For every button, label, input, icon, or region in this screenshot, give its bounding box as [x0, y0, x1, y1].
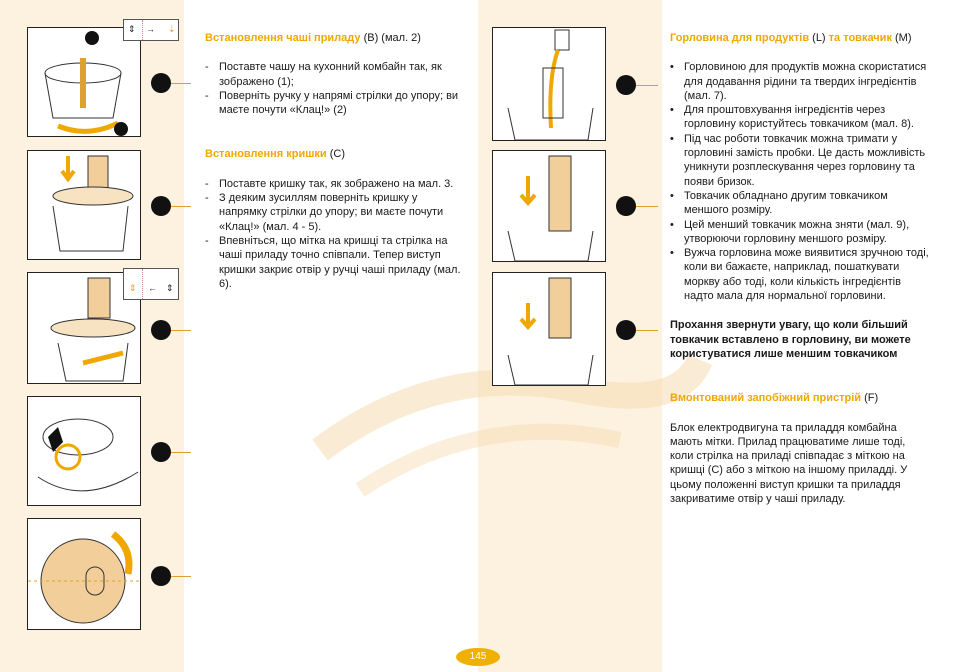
right-text-column: [670, 31, 930, 506]
callout-dot-d: [151, 320, 171, 340]
callout-dot-e: [151, 442, 171, 462]
illustration-bowl-placement: [27, 27, 141, 137]
callout-leader-m: [636, 206, 658, 207]
callout-leader-l: [636, 85, 658, 86]
step-marker-2: [114, 122, 128, 136]
callout-leader-n: [636, 330, 658, 331]
section-b-item: - Поверніть ручку у напрямі стрілки до упору; ви маєте почути «Клац!» (2): [205, 89, 463, 118]
section-lm-item: • Цей менший товкачик можна зняти (мал. 9), утворюючи горловину меншого розміру.: [670, 218, 930, 247]
section-b-item: - Поставте чашу на кухонний комбайн так, як зображено (1);: [205, 60, 463, 89]
page-number: 145: [456, 648, 500, 666]
section-f-body: Блок електродвигуна та приладдя комбайна мають мітки. Прилад працюватиме лише тоді, коли стрілка на приладі співпадає з міткою на кришці (C) або з міткою на іншому приладді. У цьому положенні виступ кришки та приладдя закриватиме отвір у чаші приладу.: [670, 421, 908, 506]
direction-symbol-box-top: ⇕ → ⇣: [123, 19, 179, 41]
section-lm-item: • Для проштовхування інгредієнтів через горловину користуйтесь товкачиком (мал. 8).: [670, 103, 930, 132]
section-c-item: - Поставте кришку так, як зображено на мал. 3.: [205, 177, 463, 191]
section-f-heading: Вмонтований запобіжний пристрій (F): [670, 392, 879, 405]
step-marker-1: [85, 31, 99, 45]
callout-dot-b: [151, 73, 171, 93]
callout-leader-f: [171, 576, 191, 577]
section-lm-item: • Товкачик обладнано другим товкачиком меншого розміру.: [670, 189, 930, 218]
callout-dot-n: [616, 320, 636, 340]
section-lm-item: • Горловиною для продуктів можна скористатися для додавання рідини та твердих інгредієнтів (мал. 7).: [670, 60, 930, 103]
direction-symbol-box-bottom: ⇕ ← ⇕: [123, 268, 179, 300]
callout-dot-l: [616, 75, 636, 95]
section-lm-item: • Під час роботи товкачик можна тримати у горловині замість пробки. Це дасть можливість уникнути розплескування через горловину та появи бризок.: [670, 132, 930, 189]
callout-leader-e: [171, 452, 191, 453]
callout-dot-m: [616, 196, 636, 216]
section-c-heading: Встановлення кришки (C): [205, 148, 346, 161]
illustration-lid-placement: [27, 150, 141, 260]
illustration-lid-top-view: [27, 518, 141, 630]
illustration-feed-tube-liquid: [492, 27, 606, 141]
left-text-column: [205, 31, 463, 291]
section-c-list: [205, 177, 463, 291]
section-lm-list: [670, 60, 930, 303]
callout-leader-b: [171, 83, 191, 84]
illustration-small-pusher: [492, 272, 606, 386]
callout-dot-c: [151, 196, 171, 216]
section-b-heading: Встановлення чаші приладу (B) (мал. 2): [205, 32, 421, 44]
section-c-item: - З деяким зусиллям поверніть кришку у напрямку стрілки до упору; ви маєте почути «Клац!» (мал. 4 - 5).: [205, 191, 463, 234]
illustration-lid-lock: [27, 396, 141, 506]
callout-leader-d: [171, 330, 191, 331]
section-lm-item: • Вужча горловина може виявитися зручною тоді, коли ви бажаєте, наприклад, пошаткувати моркву або тоді, коли кількість інгредієнтів надто мала для нормальної горловини.: [670, 246, 930, 303]
section-c-item: - Впевніться, що мітка на кришці та стрілка на чаші приладу точно співпали. Тепер виступ кришки закриє отвір у ручці чаші приладу (мал. 6).: [205, 234, 463, 291]
section-lm-heading: Горловина для продуктів (L) та товкачик (M): [670, 32, 912, 44]
callout-dot-f: [151, 566, 171, 586]
callout-leader-c: [171, 206, 191, 207]
illustration-pusher-insert: [492, 150, 606, 262]
pusher-note: Прохання звернути увагу, що коли більший товкачик вставлено в горловину, ви можете користуватися лише меншим товкачиком: [670, 319, 911, 360]
section-b-list: [205, 60, 463, 117]
